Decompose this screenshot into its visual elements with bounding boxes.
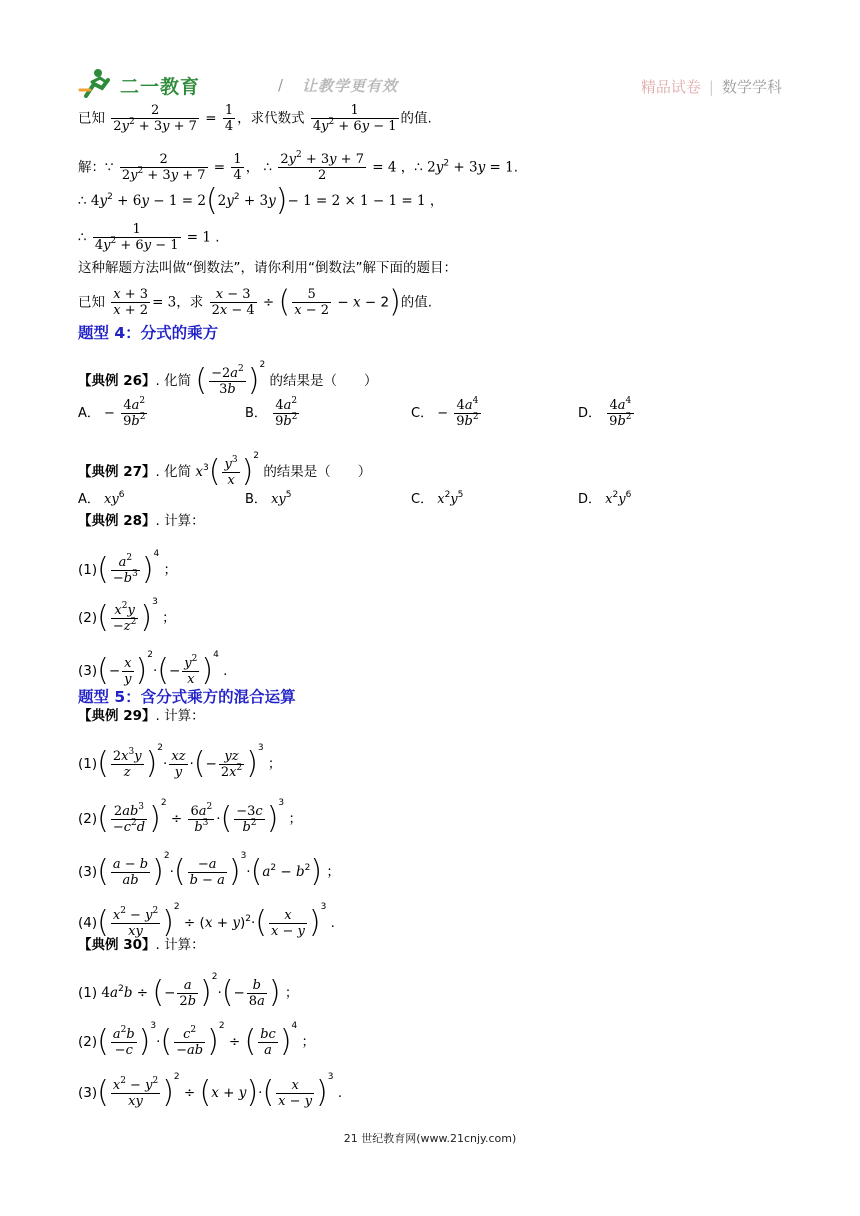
example-label: 【典例 30】 (78, 937, 156, 953)
section-title-5: 题型 5：含分式乘方的混合运算 (78, 688, 296, 706)
example-text: . 计算： (155, 937, 205, 953)
header-slash: / (278, 76, 284, 94)
example-28 (78, 512, 205, 530)
section-title-4: 题型 4：分式的乘方 (78, 324, 219, 342)
option-a: A． − $\frac{4a^2}{9b^2}$ (78, 396, 146, 429)
text-find-2: ，求 (176, 294, 204, 311)
example-27: 【典例 27】. 化简 $x^3$( $\frac{y^3}{x}$ )$^2$ 的结果是（ ） (78, 451, 372, 489)
text-known: 已知 (78, 110, 105, 127)
slogan: 让教学更有效 (302, 77, 399, 95)
item-29-1: (1)( $\frac{2x^3y}{z}$ )$^2$· $\frac{xz}{y}$ ·(− $\frac{yz}{2x^2}$ )$^3$ ； (78, 743, 282, 781)
option-a: A． $xy^6$ (78, 490, 125, 507)
example-label: 【典例 28】 (78, 513, 156, 529)
example-tail: 的结果是（ ） (269, 373, 378, 389)
option-b: B． $xy^5$ (245, 490, 292, 507)
header-separator: | (708, 78, 714, 96)
item-29-4: (4)( $\frac{x^2 - y^2}{xy}$ )$^2 \div (x + y)^2\cdot$( $\frac{x}{x - y}$ )$^3$ . (78, 902, 335, 940)
item-29-2: (2)( $\frac{2ab^3}{-c^2d}$ )$^2$ ÷ $\frac{6a^2}{b^3}$ ·( $\frac{-3c}{b^2}$ )$^3$ ； (78, 798, 302, 836)
option-b: B． $\frac{4a^2}{9b^2}$ (245, 396, 298, 429)
header-tag: 精品试卷 (640, 78, 701, 96)
text-solution: 解：∵ (78, 159, 114, 176)
example-text: . 化简 (155, 464, 192, 480)
item-29-3: (3)( $\frac{a - b}{ab}$ )$^2$·( $\frac{-a}{b - a}$ )$^3\cdot(a^2 - b^2)$ ； (78, 851, 340, 889)
option-c: C． $x^2y^5$ (411, 490, 464, 507)
item-28-3: (3)(− $\frac{x}{y}$ )$^2$·(− $\frac{y^2}{x}$ )$^4$ . (78, 650, 228, 688)
option-d: D． $x^2y^6$ (578, 490, 632, 507)
option-d: D． $\frac{4a^4}{9b^2}$ (578, 396, 632, 429)
problem-line-6: 已知 $\frac{x + 3}{x + 2}$ = 3，求 $\frac{x - 3}{2x - 4}$ ÷ ( $\frac{5}{x - 2}$ − x − 2)的值. (78, 284, 433, 320)
example-text: . 计算： (155, 708, 205, 724)
header-right (641, 76, 782, 97)
example-text: . 计算： (155, 513, 205, 529)
text-value: 的值. (400, 110, 432, 127)
problem-line-3: ∴ $4y^2 + 6y - 1 = 2(2y^2 + 3y)- 1 = 2 \times 1 - 1 = 1$ ， (78, 183, 444, 218)
example-label: 【典例 29】 (78, 708, 156, 724)
example-text: . 化简 (155, 373, 192, 389)
example-29 (78, 707, 205, 725)
brand-name: 二一教育 (120, 76, 201, 98)
item-28-1: (1)( $\frac{a^2}{-b^3}$ )$^4$ ； (78, 549, 178, 587)
text-value-2: 的值. (400, 294, 433, 311)
item-28-2: (2)( $\frac{x^2y}{-z^2}$ )$^3$ ； (78, 597, 176, 635)
item-30-2: (2)( $\frac{a^2b}{-c}$ )$^3$·( $\frac{c^2}{-ab}$ )$^2$ ÷ ( $\frac{bc}{a}$ )$^4$ ； (78, 1021, 316, 1059)
option-c: C． − $\frac{4a^4}{9b^2}$ (411, 396, 479, 429)
page-footer: 21 世纪教育网(www.21cnjy.com) (343, 1132, 517, 1145)
text-known-2: 已知 (78, 294, 105, 311)
item-30-1: (1) $4a^2b$ ÷ (− $\frac{a}{2b}$ )$^2$·(− $\frac{b}{8a}$ ) ； (78, 972, 299, 1010)
item-30-3: (3)( $\frac{x^2 - y^2}{xy}$ )$^2$ ÷ (x + y)·( $\frac{x}{x - y}$ )$^3$ . (78, 1072, 343, 1110)
example-30 (78, 936, 205, 954)
problem-line-2: 解：∵ $\frac{2}{2y^2 + 3y + 7}$ = $\frac{1}{4}$ ， ∴ $\frac{2y^2 + 3y + 7}{2}$ = 4 ，∴ $2y^2 + 3y = 1$. (78, 150, 519, 183)
fraction: $\frac{1}{4y^2 + 6y - 1}$ (312, 103, 397, 134)
page-header (78, 62, 788, 102)
example-label: 【典例 26】 (78, 373, 156, 389)
fraction: $\frac{2}{2y^2 + 3y + 7}$ (113, 103, 197, 134)
example-tail: 的结果是（ ） (263, 464, 372, 480)
fraction: $\frac{1}{4}$ (224, 103, 234, 134)
example-label: 【典例 27】 (78, 464, 156, 480)
text-find: ，求代数式 (237, 110, 305, 127)
problem-line-4: ∴ $\frac{1}{4y^2 + 6y - 1}$ = 1 . (78, 222, 220, 253)
problem-line-5: 这种解题方法叫做“倒数法”，请你利用“倒数法”解下面的题目： (78, 260, 457, 276)
example-26: 【典例 26】. 化简 ( $\frac{-2a^2}{3b}$ )$^2$ 的结果是（ ） (78, 360, 378, 398)
problem-line-1: 已知 $\frac{2}{2y^2 + 3y + 7}$ = $\frac{1}{4}$ ，求代数式 $\frac{1}{4y^2 + 6y - 1}$ 的值. (78, 103, 432, 134)
header-subject: 数学学科 (721, 78, 782, 96)
